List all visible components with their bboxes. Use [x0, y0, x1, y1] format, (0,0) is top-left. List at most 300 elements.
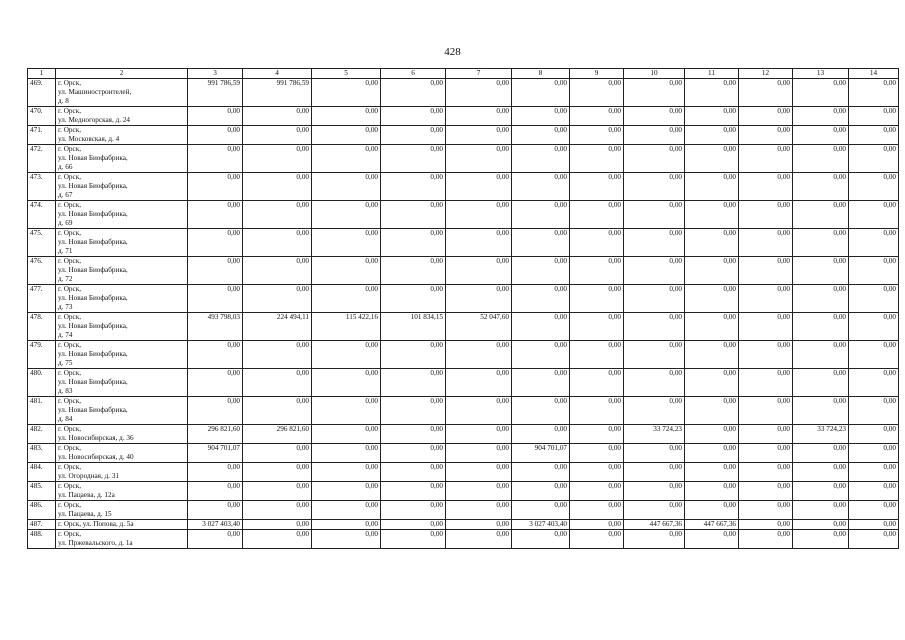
address-line: г. Орск, ул. Попова, д. 5а	[58, 520, 134, 528]
amount-cell: 0,00	[793, 201, 849, 229]
amount-cell: 0,00	[570, 257, 624, 285]
amount-cell: 0,00	[849, 341, 899, 369]
amount-cell: 0,00	[685, 145, 739, 173]
address-line: ул. Пржевальского, д. 1а	[58, 539, 133, 547]
amount-cell: 0,00	[624, 145, 685, 173]
amount-cell: 0,00	[739, 369, 793, 397]
amount-cell: 0,00	[188, 369, 243, 397]
address-line: д. 73	[58, 303, 73, 311]
table-row	[28, 201, 899, 229]
amount-cell: 0,00	[446, 107, 512, 126]
amount-cell: 0,00	[188, 145, 243, 173]
amount-cell: 296 821,60	[243, 425, 312, 444]
amount-cell: 0,00	[793, 520, 849, 530]
amount-cell: 0,00	[624, 229, 685, 257]
address-line: г. Орск,	[58, 145, 81, 153]
address-line: г. Орск,	[58, 79, 81, 87]
amount-cell: 0,00	[312, 520, 381, 530]
amount-cell: 0,00	[793, 107, 849, 126]
amount-cell: 0,00	[685, 444, 739, 463]
amount-cell: 0,00	[243, 501, 312, 520]
address-line: ул. Новая Биофабрика,	[58, 378, 128, 386]
amount-cell: 0,00	[312, 341, 381, 369]
address-line: д. 66	[58, 163, 73, 171]
amount-cell: 0,00	[739, 201, 793, 229]
amount-cell: 447 667,36	[685, 520, 739, 530]
amount-cell: 0,00	[188, 201, 243, 229]
amount-cell: 0,00	[849, 444, 899, 463]
amount-cell: 0,00	[685, 173, 739, 201]
amount-cell: 52 047,60	[446, 313, 512, 341]
column-header: 13	[793, 69, 849, 79]
amount-cell: 0,00	[793, 444, 849, 463]
amount-cell: 0,00	[512, 257, 570, 285]
amount-cell: 0,00	[312, 285, 381, 313]
amount-cell: 0,00	[381, 201, 446, 229]
amount-cell: 447 667,36	[624, 520, 685, 530]
amount-cell: 0,00	[739, 444, 793, 463]
table-row	[28, 229, 899, 257]
amount-cell: 0,00	[381, 173, 446, 201]
amount-cell: 0,00	[243, 520, 312, 530]
amount-cell: 0,00	[381, 482, 446, 501]
amount-cell: 3 027 403,40	[512, 520, 570, 530]
page-number: 428	[444, 46, 461, 58]
amount-cell: 0,00	[849, 397, 899, 425]
amount-cell: 991 786,59	[188, 79, 243, 107]
amount-cell: 991 786,59	[243, 79, 312, 107]
amount-cell: 0,00	[739, 229, 793, 257]
amount-cell: 0,00	[793, 285, 849, 313]
amount-cell: 0,00	[188, 482, 243, 501]
amount-cell: 0,00	[739, 257, 793, 285]
amount-cell: 0,00	[739, 397, 793, 425]
amount-cell: 0,00	[624, 341, 685, 369]
column-header: 4	[243, 69, 312, 79]
amount-cell: 0,00	[624, 313, 685, 341]
address-line: д. 75	[58, 359, 73, 367]
amount-cell: 0,00	[685, 285, 739, 313]
address-cell	[56, 285, 188, 313]
column-header: 6	[381, 69, 446, 79]
row-number: 487.	[28, 520, 56, 530]
amount-cell: 0,00	[793, 501, 849, 520]
amount-cell: 0,00	[685, 107, 739, 126]
amount-cell: 0,00	[624, 482, 685, 501]
row-number: 482.	[28, 425, 56, 444]
amount-cell: 0,00	[381, 520, 446, 530]
amount-cell: 0,00	[624, 530, 685, 549]
address-line: д. 84	[58, 415, 73, 423]
amount-cell: 0,00	[570, 501, 624, 520]
row-number: 486.	[28, 501, 56, 520]
address-line: г. Орск,	[58, 201, 81, 209]
address-line: ул. Новая Биофабрика,	[58, 294, 128, 302]
column-header: 8	[512, 69, 570, 79]
amount-cell: 0,00	[849, 482, 899, 501]
row-number: 478.	[28, 313, 56, 341]
amount-cell: 0,00	[188, 126, 243, 145]
amount-cell: 0,00	[624, 126, 685, 145]
amount-cell: 0,00	[849, 463, 899, 482]
amount-cell: 0,00	[739, 313, 793, 341]
amount-cell: 0,00	[188, 107, 243, 126]
address-line: ул. Новая Биофабрика,	[58, 350, 128, 358]
amount-cell: 0,00	[793, 173, 849, 201]
address-cell	[56, 369, 188, 397]
address-cell	[56, 229, 188, 257]
address-line: г. Орск,	[58, 313, 81, 321]
amount-cell: 0,00	[624, 285, 685, 313]
row-number: 483.	[28, 444, 56, 463]
amount-cell: 0,00	[312, 257, 381, 285]
amount-cell: 0,00	[849, 107, 899, 126]
amount-cell: 0,00	[446, 145, 512, 173]
amount-cell: 0,00	[381, 126, 446, 145]
amount-cell: 0,00	[243, 444, 312, 463]
amount-cell: 0,00	[793, 530, 849, 549]
address-line: г. Орск,	[58, 173, 81, 181]
amount-cell: 0,00	[446, 201, 512, 229]
row-number: 481.	[28, 397, 56, 425]
amount-cell: 0,00	[446, 501, 512, 520]
amount-cell: 0,00	[312, 397, 381, 425]
address-line: д. 8	[58, 97, 69, 105]
address-line: ул. Огородная, д. 31	[58, 472, 120, 480]
amount-cell: 0,00	[624, 257, 685, 285]
amount-cell: 0,00	[512, 145, 570, 173]
amount-cell: 0,00	[570, 520, 624, 530]
address-cell	[56, 313, 188, 341]
amount-cell: 0,00	[188, 530, 243, 549]
amount-cell: 0,00	[312, 444, 381, 463]
amount-cell: 0,00	[685, 341, 739, 369]
amount-cell: 0,00	[849, 313, 899, 341]
amount-cell: 0,00	[685, 229, 739, 257]
amount-cell: 0,00	[512, 313, 570, 341]
row-number: 477.	[28, 285, 56, 313]
address-cell	[56, 79, 188, 107]
amount-cell: 0,00	[570, 369, 624, 397]
amount-cell: 0,00	[570, 313, 624, 341]
address-line: г. Орск,	[58, 257, 81, 265]
address-line: ул. Новая Биофабрика,	[58, 182, 128, 190]
amount-cell: 33 724,23	[624, 425, 685, 444]
amount-cell: 0,00	[512, 229, 570, 257]
amount-cell: 0,00	[793, 229, 849, 257]
row-number: 476.	[28, 257, 56, 285]
row-number: 484.	[28, 463, 56, 482]
amount-cell: 0,00	[512, 126, 570, 145]
amount-cell: 0,00	[381, 145, 446, 173]
address-line: г. Орск,	[58, 229, 81, 237]
address-line: ул. Пацаева, д. 15	[58, 510, 112, 518]
address-line: д. 71	[58, 247, 73, 255]
amount-cell: 0,00	[446, 463, 512, 482]
table-row	[28, 313, 899, 341]
amount-cell: 0,00	[739, 463, 793, 482]
amount-cell: 0,00	[739, 530, 793, 549]
address-line: ул. Пацаева, д. 12а	[58, 491, 115, 499]
table-row	[28, 444, 899, 463]
amount-cell: 0,00	[570, 463, 624, 482]
column-number-row	[28, 69, 899, 79]
address-line: ул. Московская, д. 4	[58, 135, 120, 143]
amount-cell: 0,00	[512, 482, 570, 501]
amount-cell: 0,00	[793, 145, 849, 173]
amount-cell: 0,00	[739, 482, 793, 501]
column-header: 7	[446, 69, 512, 79]
amount-cell: 904 701,07	[512, 444, 570, 463]
amount-cell: 0,00	[739, 341, 793, 369]
table-row	[28, 341, 899, 369]
amount-cell: 0,00	[739, 501, 793, 520]
address-cell	[56, 520, 188, 530]
amount-cell: 0,00	[624, 444, 685, 463]
amount-cell: 0,00	[312, 463, 381, 482]
amount-cell: 0,00	[849, 369, 899, 397]
amount-cell: 0,00	[446, 173, 512, 201]
address-cell	[56, 107, 188, 126]
address-cell	[56, 482, 188, 501]
row-number: 471.	[28, 126, 56, 145]
row-number: 469.	[28, 79, 56, 107]
address-cell	[56, 397, 188, 425]
amount-cell: 0,00	[446, 482, 512, 501]
address-line: г. Орск,	[58, 107, 81, 115]
amount-cell: 0,00	[624, 173, 685, 201]
column-header: 9	[570, 69, 624, 79]
row-number: 475.	[28, 229, 56, 257]
amount-cell: 0,00	[570, 145, 624, 173]
address-line: д. 69	[58, 219, 73, 227]
amount-cell: 0,00	[243, 397, 312, 425]
amount-cell: 0,00	[512, 397, 570, 425]
amount-cell: 0,00	[570, 229, 624, 257]
amount-cell: 0,00	[188, 463, 243, 482]
amount-cell: 0,00	[793, 463, 849, 482]
address-line: г. Орск,	[58, 425, 81, 433]
amount-cell: 0,00	[243, 463, 312, 482]
amount-cell: 115 422,16	[312, 313, 381, 341]
amount-cell: 0,00	[446, 397, 512, 425]
table-row	[28, 501, 899, 520]
amount-cell: 0,00	[381, 425, 446, 444]
amount-cell: 0,00	[446, 257, 512, 285]
amount-cell: 101 834,15	[381, 313, 446, 341]
amount-cell: 0,00	[381, 463, 446, 482]
amount-cell: 0,00	[685, 369, 739, 397]
row-number: 480.	[28, 369, 56, 397]
amount-cell: 0,00	[849, 285, 899, 313]
address-line: г. Орск,	[58, 463, 81, 471]
amount-cell: 0,00	[570, 201, 624, 229]
amount-cell: 0,00	[793, 341, 849, 369]
row-number: 473.	[28, 173, 56, 201]
amount-cell: 0,00	[312, 126, 381, 145]
amount-cell: 0,00	[624, 397, 685, 425]
address-cell	[56, 145, 188, 173]
amount-cell: 0,00	[312, 425, 381, 444]
table-row	[28, 369, 899, 397]
amount-cell: 0,00	[381, 501, 446, 520]
amount-cell: 0,00	[570, 341, 624, 369]
table-header	[28, 69, 899, 79]
amount-cell: 0,00	[570, 285, 624, 313]
amount-cell: 0,00	[188, 501, 243, 520]
amount-cell: 0,00	[849, 145, 899, 173]
table-row	[28, 397, 899, 425]
amount-cell: 0,00	[381, 229, 446, 257]
amount-cell: 0,00	[570, 107, 624, 126]
amount-cell: 0,00	[624, 369, 685, 397]
row-number: 474.	[28, 201, 56, 229]
amount-cell: 0,00	[512, 201, 570, 229]
address-line: ул. Новая Биофабрика,	[58, 210, 128, 218]
amount-cell: 0,00	[685, 397, 739, 425]
table-row	[28, 285, 899, 313]
register-table	[27, 68, 899, 549]
amount-cell: 0,00	[243, 126, 312, 145]
amount-cell: 0,00	[739, 425, 793, 444]
address-line: д. 74	[58, 331, 73, 339]
amount-cell: 0,00	[685, 313, 739, 341]
amount-cell: 0,00	[312, 530, 381, 549]
address-line: ул. Машиностроителей,	[58, 88, 132, 96]
amount-cell: 0,00	[685, 463, 739, 482]
amount-cell: 0,00	[570, 79, 624, 107]
amount-cell: 0,00	[243, 257, 312, 285]
amount-cell: 0,00	[849, 126, 899, 145]
table-row	[28, 107, 899, 126]
amount-cell: 0,00	[512, 425, 570, 444]
amount-cell: 0,00	[570, 530, 624, 549]
address-line: г. Орск,	[58, 126, 81, 134]
amount-cell: 0,00	[446, 126, 512, 145]
table-row	[28, 520, 899, 530]
amount-cell: 0,00	[446, 425, 512, 444]
amount-cell: 0,00	[793, 313, 849, 341]
amount-cell: 0,00	[685, 126, 739, 145]
amount-cell: 0,00	[312, 501, 381, 520]
amount-cell: 0,00	[849, 201, 899, 229]
amount-cell: 0,00	[243, 145, 312, 173]
amount-cell: 0,00	[793, 257, 849, 285]
amount-cell: 0,00	[793, 79, 849, 107]
amount-cell: 0,00	[793, 369, 849, 397]
address-line: ул. Новосибирская, д. 36	[58, 434, 134, 442]
amount-cell: 0,00	[312, 107, 381, 126]
table-row	[28, 126, 899, 145]
address-line: г. Орск,	[58, 530, 81, 538]
address-cell	[56, 425, 188, 444]
address-line: г. Орск,	[58, 341, 81, 349]
amount-cell: 0,00	[243, 229, 312, 257]
amount-cell: 0,00	[739, 285, 793, 313]
amount-cell: 904 701,07	[188, 444, 243, 463]
column-header: 11	[685, 69, 739, 79]
amount-cell: 0,00	[188, 397, 243, 425]
amount-cell: 0,00	[570, 173, 624, 201]
address-cell	[56, 173, 188, 201]
table-row	[28, 463, 899, 482]
amount-cell: 0,00	[849, 530, 899, 549]
amount-cell: 0,00	[243, 201, 312, 229]
table-row	[28, 425, 899, 444]
column-header: 2	[56, 69, 188, 79]
amount-cell: 0,00	[739, 173, 793, 201]
amount-cell: 0,00	[512, 173, 570, 201]
row-number: 488.	[28, 530, 56, 549]
address-line: г. Орск,	[58, 444, 81, 452]
amount-cell: 0,00	[312, 229, 381, 257]
amount-cell: 0,00	[446, 444, 512, 463]
address-line: г. Орск,	[58, 501, 81, 509]
amount-cell: 0,00	[685, 482, 739, 501]
address-line: ул. Новая Биофабрика,	[58, 406, 128, 414]
address-cell	[56, 341, 188, 369]
amount-cell: 0,00	[570, 482, 624, 501]
address-cell	[56, 463, 188, 482]
address-cell	[56, 126, 188, 145]
amount-cell: 0,00	[446, 530, 512, 549]
amount-cell: 0,00	[624, 79, 685, 107]
amount-cell: 0,00	[243, 482, 312, 501]
address-line: д. 72	[58, 275, 73, 283]
amount-cell: 0,00	[381, 257, 446, 285]
row-number: 479.	[28, 341, 56, 369]
amount-cell: 0,00	[849, 425, 899, 444]
address-cell	[56, 501, 188, 520]
address-cell	[56, 201, 188, 229]
amount-cell: 0,00	[243, 107, 312, 126]
amount-cell: 0,00	[446, 520, 512, 530]
amount-cell: 0,00	[312, 482, 381, 501]
address-line: ул. Новая Биофабрика,	[58, 266, 128, 274]
amount-cell: 0,00	[624, 107, 685, 126]
address-line: д. 83	[58, 387, 73, 395]
amount-cell: 0,00	[739, 126, 793, 145]
amount-cell: 0,00	[188, 173, 243, 201]
amount-cell: 0,00	[685, 530, 739, 549]
address-cell	[56, 257, 188, 285]
amount-cell: 0,00	[243, 369, 312, 397]
amount-cell: 0,00	[446, 79, 512, 107]
row-number: 472.	[28, 145, 56, 173]
column-header: 10	[624, 69, 685, 79]
amount-cell: 0,00	[624, 463, 685, 482]
amount-cell: 0,00	[188, 341, 243, 369]
amount-cell: 0,00	[512, 79, 570, 107]
amount-cell: 0,00	[381, 397, 446, 425]
amount-cell: 0,00	[243, 530, 312, 549]
amount-cell: 0,00	[512, 530, 570, 549]
amount-cell: 0,00	[512, 501, 570, 520]
amount-cell: 0,00	[849, 229, 899, 257]
amount-cell: 0,00	[739, 520, 793, 530]
amount-cell: 0,00	[312, 173, 381, 201]
address-line: ул. Новая Биофабрика,	[58, 238, 128, 246]
amount-cell: 0,00	[381, 79, 446, 107]
amount-cell: 0,00	[849, 520, 899, 530]
amount-cell: 493 798,03	[188, 313, 243, 341]
column-header: 3	[188, 69, 243, 79]
amount-cell: 0,00	[849, 501, 899, 520]
amount-cell: 0,00	[312, 201, 381, 229]
amount-cell: 0,00	[381, 530, 446, 549]
row-number: 485.	[28, 482, 56, 501]
address-cell	[56, 530, 188, 549]
